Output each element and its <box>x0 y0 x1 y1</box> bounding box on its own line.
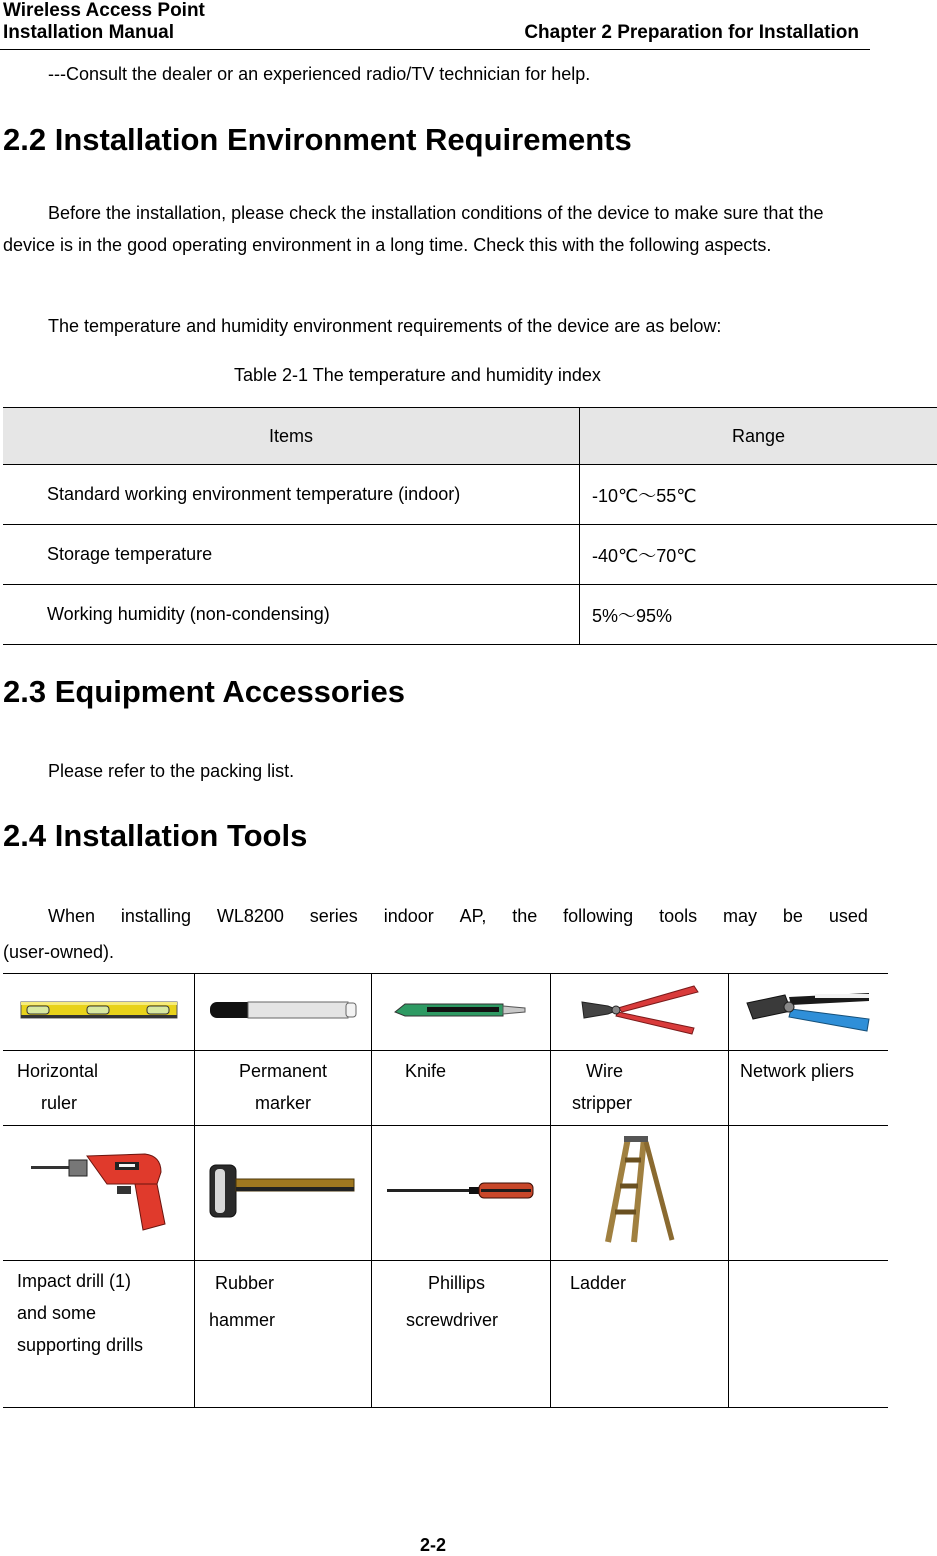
knife-icon <box>393 998 529 1022</box>
tool-label-line: marker <box>195 1087 371 1119</box>
section-2-3-para: Please refer to the packing list. <box>48 755 294 787</box>
tool-label-line: Phillips <box>406 1265 550 1302</box>
impact-drill-icon <box>29 1150 169 1232</box>
tool-image-cell <box>372 1126 551 1261</box>
table-cell-item: Standard working environment temperature (indoor) <box>3 465 580 525</box>
tool-label-line: Permanent <box>195 1055 371 1087</box>
tool-label-cell <box>3 1261 195 1408</box>
tool-image-cell <box>372 974 551 1051</box>
para-word: may <box>723 900 757 932</box>
tool-label-cell <box>729 1261 889 1408</box>
marker-icon <box>208 997 358 1023</box>
tool-image-cell <box>3 1126 195 1261</box>
table-cell-item: Working humidity (non-condensing) <box>3 585 580 645</box>
tool-label <box>729 1051 888 1087</box>
level-ruler-icon <box>19 998 179 1022</box>
section-2-4-para-line1 <box>48 900 868 932</box>
tool-label-line: Network pliers <box>740 1055 888 1087</box>
section-heading-2-4: 2.4 Installation Tools <box>3 818 307 854</box>
para-word: When <box>48 900 95 932</box>
tool-image-cell <box>551 1126 729 1261</box>
section-heading-2-2: 2.2 Installation Environment Requirements <box>3 122 632 158</box>
tool-label <box>551 1051 728 1119</box>
para-word: indoor <box>384 900 434 932</box>
network-pliers-icon <box>745 985 873 1035</box>
table-cell-range: -40℃～70℃ <box>580 525 937 585</box>
rubber-hammer-icon <box>208 1161 358 1221</box>
tool-label-cell <box>3 1051 195 1126</box>
section-2-2-para2: The temperature and humidity environment requirements of the device are as below: <box>48 310 721 342</box>
table-row <box>3 585 937 645</box>
para-word: installing <box>121 900 191 932</box>
screwdriver-icon <box>385 1180 537 1202</box>
tool-image-cell <box>729 974 889 1051</box>
para-word: tools <box>659 900 697 932</box>
tool-image-cell <box>551 974 729 1051</box>
table-header-range: Range <box>580 408 937 465</box>
tool-label-line: Horizontal <box>17 1055 194 1087</box>
tool-label-line: Impact drill (1) <box>17 1265 194 1297</box>
table-caption: Table 2-1 The temperature and humidity index <box>234 365 601 386</box>
header-chapter: Chapter 2 Preparation for Installation <box>524 22 859 44</box>
tool-image-cell <box>3 974 195 1051</box>
header-divider <box>0 49 870 50</box>
para-word: AP, <box>460 900 487 932</box>
table-row <box>3 525 937 585</box>
para-word: the <box>512 900 537 932</box>
section-2-2-para1: Before the installation, please check the installation conditions of the device to make sure that the device is in the good operating environment in a long time. Check this with the following aspects. <box>3 197 869 261</box>
table-cell-range: 5%～95% <box>580 585 937 645</box>
tool-label <box>195 1051 371 1119</box>
tool-label <box>3 1051 194 1119</box>
tool-label <box>372 1051 550 1087</box>
para-word: following <box>563 900 633 932</box>
tool-label-cell <box>372 1261 551 1408</box>
para-word: used <box>829 900 868 932</box>
tool-label-line: Rubber <box>209 1265 371 1302</box>
para-word: WL8200 <box>217 900 284 932</box>
tool-label-cell <box>195 1051 372 1126</box>
table-cell-item: Storage temperature <box>3 525 580 585</box>
tool-label <box>551 1261 728 1302</box>
tools-label-row <box>3 1051 888 1126</box>
page-number: 2-2 <box>420 1535 446 1556</box>
tool-label-cell <box>551 1051 729 1126</box>
tool-label <box>3 1261 194 1361</box>
tool-image-cell <box>729 1126 889 1261</box>
para-word: be <box>783 900 803 932</box>
tool-label-line: supporting drills <box>17 1329 194 1361</box>
intro-line: ---Consult the dealer or an experienced radio/TV technician for help. <box>48 58 590 90</box>
tools-table <box>3 973 888 1408</box>
tool-label-line: screwdriver <box>406 1302 550 1339</box>
para-word: series <box>310 900 358 932</box>
ladder-icon <box>600 1136 680 1246</box>
table-header-items: Items <box>3 408 580 465</box>
environment-table <box>3 407 937 645</box>
tool-label <box>195 1261 371 1339</box>
tool-label-line: Knife <box>405 1055 550 1087</box>
tool-image-cell <box>195 974 372 1051</box>
tool-label-cell <box>372 1051 551 1126</box>
tool-image-cell <box>195 1126 372 1261</box>
tool-label-line: Wire <box>572 1055 728 1087</box>
wire-stripper-icon <box>578 982 702 1038</box>
tool-label-line: and some <box>17 1297 194 1329</box>
tools-label-row <box>3 1261 888 1408</box>
header-manual: Installation Manual <box>3 22 205 44</box>
table-row <box>3 465 937 525</box>
tool-label-cell <box>729 1051 889 1126</box>
tools-image-row <box>3 1126 888 1261</box>
section-heading-2-3: 2.3 Equipment Accessories <box>3 674 405 710</box>
tool-label-line: hammer <box>209 1302 371 1339</box>
table-cell-range: -10℃～55℃ <box>580 465 937 525</box>
tool-label-line: ruler <box>17 1087 194 1119</box>
tool-label <box>372 1261 550 1339</box>
tools-image-row <box>3 974 888 1051</box>
header-product: Wireless Access Point <box>3 0 205 22</box>
table-header-row <box>3 408 937 465</box>
tool-label-cell <box>195 1261 372 1408</box>
tool-label-line: stripper <box>572 1087 728 1119</box>
header-left <box>3 0 205 44</box>
section-2-4-para-line2: (user-owned). <box>3 936 114 968</box>
tool-label-cell <box>551 1261 729 1408</box>
tool-label-line: Ladder <box>570 1265 728 1302</box>
